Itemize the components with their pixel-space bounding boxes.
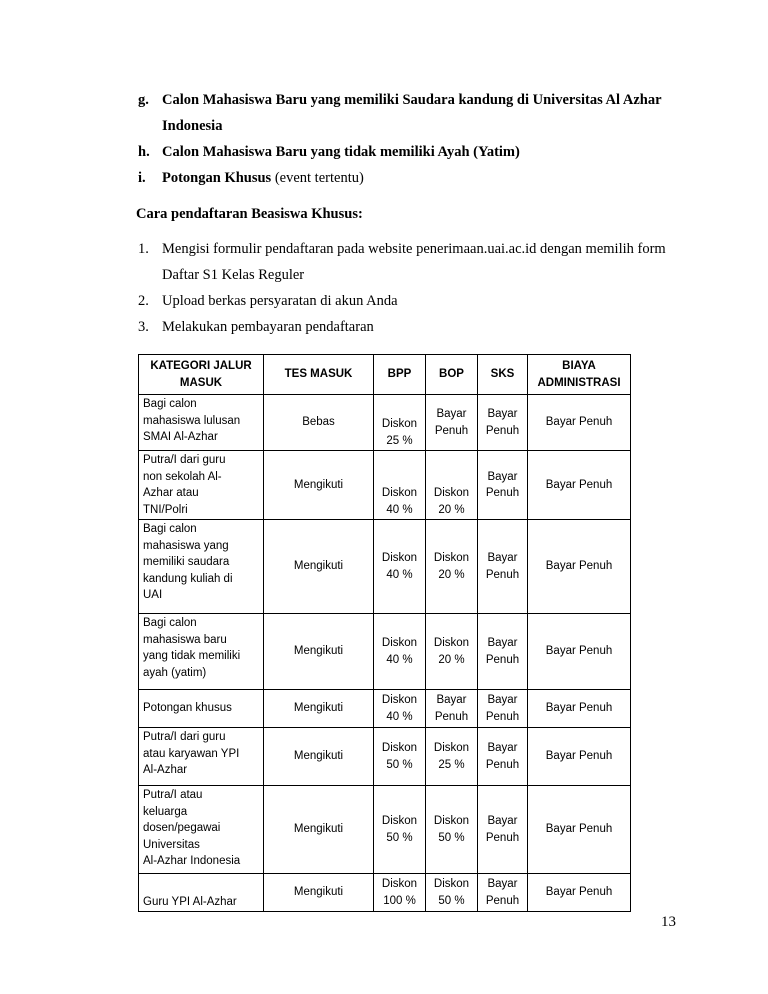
table-row (139, 728, 631, 786)
table-row (139, 395, 631, 451)
cell-sks: Bayar Penuh (478, 874, 528, 912)
list-item-i-normal: (event tertentu) (271, 170, 364, 186)
step-number-2: 2. (138, 293, 149, 309)
cell-admin: Bayar Penuh (528, 395, 631, 451)
header-bpp: BPP (374, 355, 426, 395)
table-row (139, 520, 631, 614)
header-bop: BOP (426, 355, 478, 395)
cell-bpp: Diskon 40 % (374, 614, 426, 690)
cell-admin: Bayar Penuh (528, 614, 631, 690)
list-item-g-line2: Indonesia (162, 118, 223, 134)
cell-kategori: Potongan khusus (139, 690, 264, 728)
cell-sks: Bayar Penuh (478, 728, 528, 786)
list-item-i (162, 170, 364, 187)
cell-kategori: Bagi calon mahasiswa baru yang tidak memiliki ayah (yatim) (139, 614, 264, 690)
header-sks: SKS (478, 355, 528, 395)
cell-kategori: Putra/I dari guru atau karyawan YPI Al-Azhar (139, 728, 264, 786)
list-marker-h: h. (138, 144, 150, 160)
cell-kategori: Putra/I atau keluarga dosen/pegawai Universitas Al-Azhar Indonesia (139, 786, 264, 874)
cell-tes: Mengikuti (264, 690, 374, 728)
cell-tes: Mengikuti (264, 786, 374, 874)
list-item-g-line1: Calon Mahasiswa Baru yang memiliki Saudara kandung di Universitas Al Azhar (162, 92, 662, 108)
step-number-3: 3. (138, 319, 149, 335)
list-marker-i: i. (138, 170, 146, 186)
table-row (139, 451, 631, 520)
cell-admin: Bayar Penuh (528, 451, 631, 520)
cell-bpp: Diskon 25 % (374, 395, 426, 451)
cell-tes: Mengikuti (264, 874, 374, 912)
cell-bpp: Diskon 50 % (374, 786, 426, 874)
cell-tes: Mengikuti (264, 728, 374, 786)
cell-bop: Diskon 20 % (426, 520, 478, 614)
cell-tes: Mengikuti (264, 614, 374, 690)
cell-admin: Bayar Penuh (528, 786, 631, 874)
step-3: Melakukan pembayaran pendaftaran (162, 319, 374, 335)
cell-bop: Diskon 20 % (426, 451, 478, 520)
cell-tes: Mengikuti (264, 520, 374, 614)
cell-sks: Bayar Penuh (478, 690, 528, 728)
step-1-line1: Mengisi formulir pendaftaran pada website penerimaan.uai.ac.id dengan memilih form (162, 241, 666, 257)
cell-admin: Bayar Penuh (528, 728, 631, 786)
step-number-1: 1. (138, 241, 149, 257)
table-row (139, 874, 631, 912)
cell-sks: Bayar Penuh (478, 395, 528, 451)
table-header-row (139, 355, 631, 395)
cell-bpp: Diskon 100 % (374, 874, 426, 912)
cell-kategori: Bagi calon mahasiswa yang memiliki saudara kandung kuliah di UAI (139, 520, 264, 614)
cell-sks: Bayar Penuh (478, 451, 528, 520)
cell-kategori: Bagi calon mahasiswa lulusan SMAI Al-Azhar (139, 395, 264, 451)
cell-bop: Bayar Penuh (426, 395, 478, 451)
cell-kategori: Putra/I dari guru non sekolah Al- Azhar atau TNI/Polri (139, 451, 264, 520)
table-row (139, 690, 631, 728)
cell-tes: Bebas (264, 395, 374, 451)
cell-bpp: Diskon 40 % (374, 520, 426, 614)
cell-sks: Bayar Penuh (478, 520, 528, 614)
list-marker-g: g. (138, 92, 149, 108)
cell-bop: Diskon 25 % (426, 728, 478, 786)
cell-bpp: Diskon 40 % (374, 690, 426, 728)
cell-bop: Bayar Penuh (426, 690, 478, 728)
scholarship-table (138, 354, 631, 912)
cell-sks: Bayar Penuh (478, 614, 528, 690)
cell-admin: Bayar Penuh (528, 690, 631, 728)
cell-bop: Diskon 50 % (426, 874, 478, 912)
step-2: Upload berkas persyaratan di akun Anda (162, 293, 398, 309)
header-tes-masuk: TES MASUK (264, 355, 374, 395)
cell-bpp: Diskon 50 % (374, 728, 426, 786)
cell-kategori: Guru YPI Al-Azhar (139, 874, 264, 912)
header-biaya-administrasi: BIAYA ADMINISTRASI (528, 355, 631, 395)
table-row (139, 614, 631, 690)
list-item-h: Calon Mahasiswa Baru yang tidak memiliki Ayah (Yatim) (162, 144, 520, 160)
cell-admin: Bayar Penuh (528, 874, 631, 912)
cell-bpp: Diskon 40 % (374, 451, 426, 520)
cell-tes: Mengikuti (264, 451, 374, 520)
cell-sks: Bayar Penuh (478, 786, 528, 874)
section-heading: Cara pendaftaran Beasiswa Khusus: (136, 206, 363, 222)
cell-bop: Diskon 50 % (426, 786, 478, 874)
cell-bop: Diskon 20 % (426, 614, 478, 690)
header-kategori: KATEGORI JALUR MASUK (139, 355, 264, 395)
cell-admin: Bayar Penuh (528, 520, 631, 614)
table-row (139, 786, 631, 874)
step-1-line2: Daftar S1 Kelas Reguler (162, 267, 305, 283)
page-number: 13 (661, 914, 676, 930)
list-item-i-bold: Potongan Khusus (162, 170, 272, 186)
